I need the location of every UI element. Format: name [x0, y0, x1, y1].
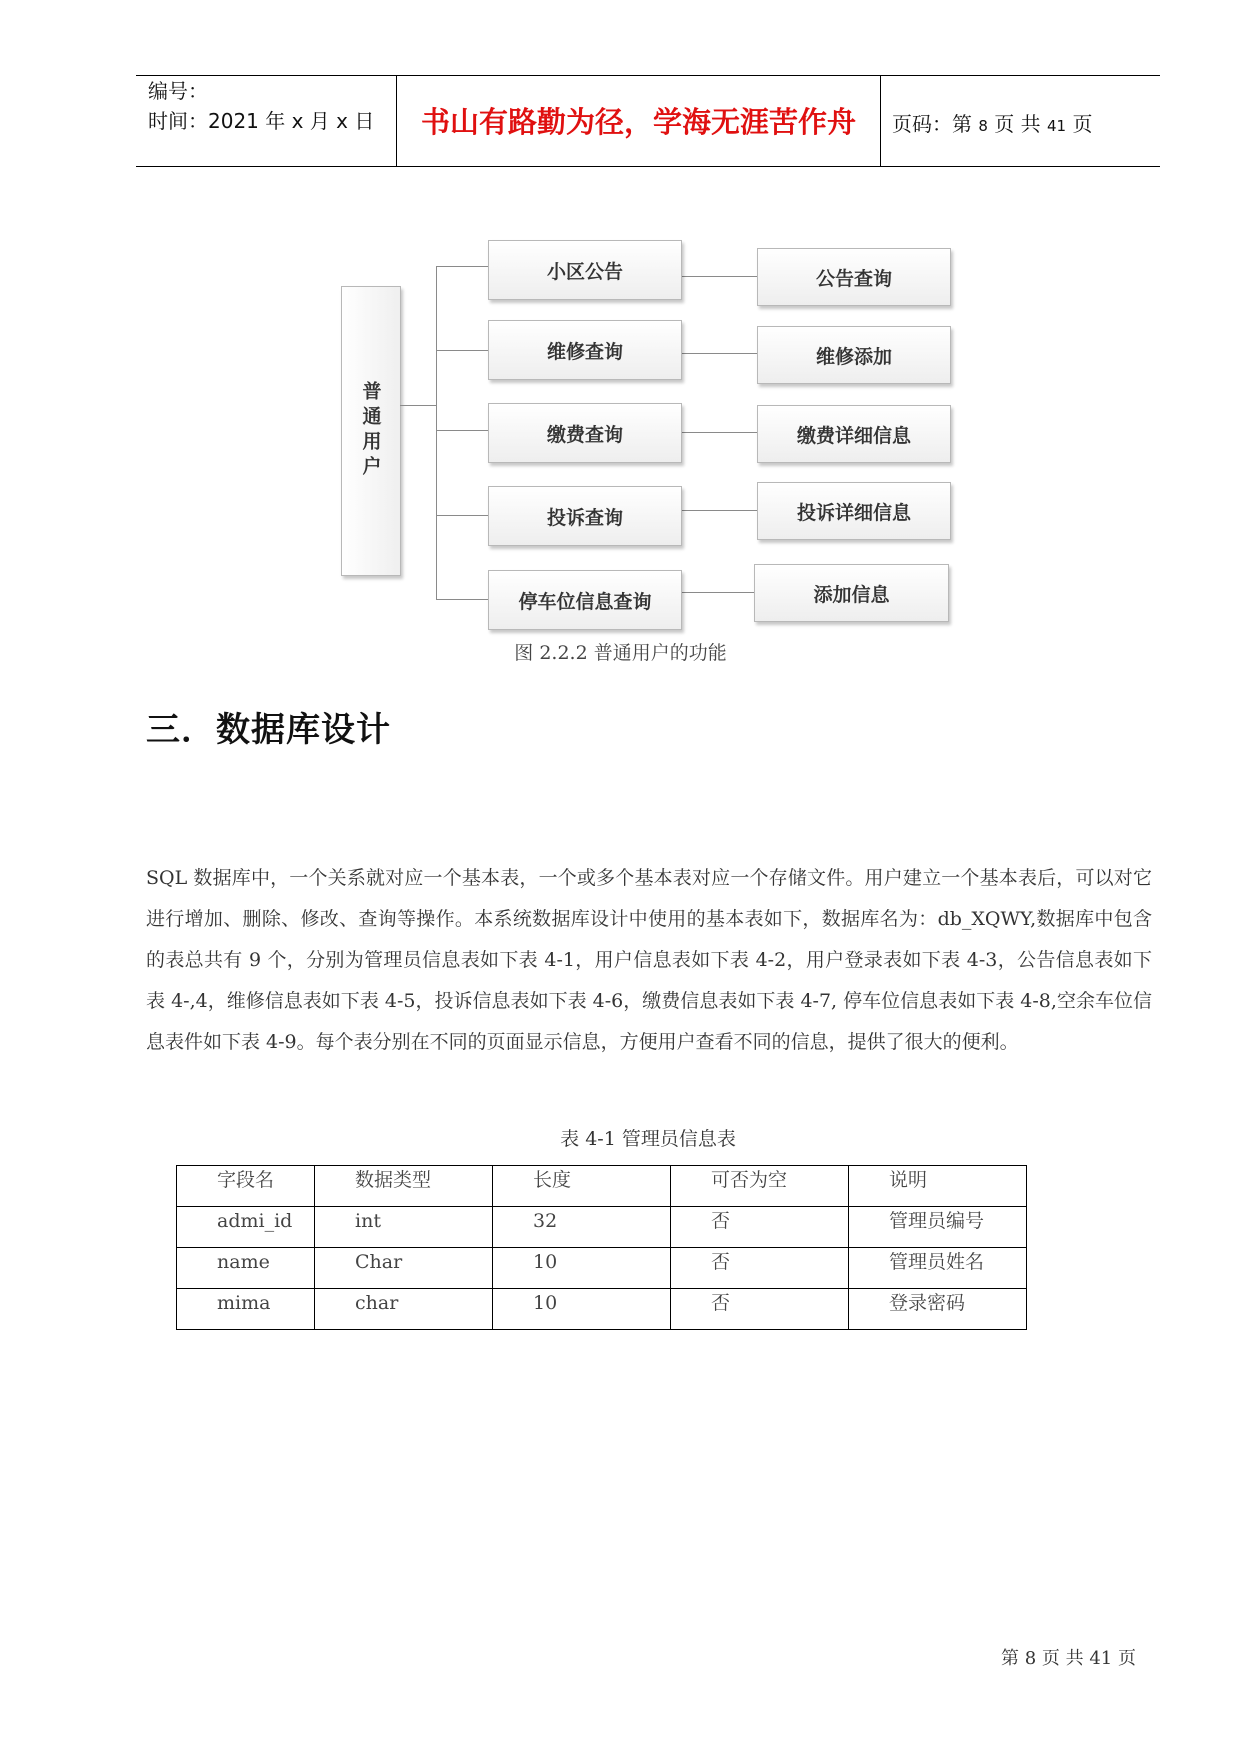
table-header-cell: 数据类型 — [315, 1166, 493, 1207]
connector-right-3 — [680, 432, 757, 433]
table-row — [177, 1207, 1027, 1248]
diagram-node-notice: 小区公告 — [488, 240, 682, 300]
table-cell: char — [315, 1289, 493, 1330]
figure-caption: 图 2.2.2 普通用户的功能 — [514, 642, 727, 664]
table-caption: 表 4-1 管理员信息表 — [560, 1128, 736, 1150]
table-cell: name — [177, 1248, 315, 1289]
connector-branch-1 — [436, 266, 488, 267]
table-header-cell: 长度 — [493, 1166, 671, 1207]
table-cell: 管理员姓名 — [849, 1248, 1027, 1289]
diagram-node-payment-query: 缴费查询 — [488, 403, 682, 463]
header-time-label: 时间：2021 年 x 月 x 日 — [148, 109, 375, 133]
table-header-cell: 字段名 — [177, 1166, 315, 1207]
header-number-label: 编号： — [148, 79, 208, 103]
connector-right-4 — [680, 510, 757, 511]
diagram-node-complaint-detail: 投诉详细信息 — [757, 482, 951, 540]
body-paragraph: SQL 数据库中，一个关系就对应一个基本表，一个或多个基本表对应一个存储文件。用户建立一个基本表后，可以对它进行增加、删除、修改、查询等操作。本系统数据库设计中使用的基本表如下，数据库名为：db_XQWY,数据库中包含的表总共有 9 个，分别为管理员信息表如下表 4-1，用户信息表如下表 4-2，用户登录表如下表 4-3，公告信息表如下表 4-,4，维修信息表如下表 4-5，投诉信息表如下表 4-6，缴费信息表如下表 4-7, 停车位信息表如下表 4-8,空余车位信息表件如下表 4-9。每个表分别在不同的页面显示信息，方便用户查看不同的信息，提供了很大的便利。 — [146, 867, 1152, 1053]
diagram-node-add-info: 添加信息 — [754, 564, 949, 622]
header-motto: 书山有路勤为径，学海无涯苦作舟 — [420, 105, 856, 139]
diagram-node-notice-search: 公告查询 — [757, 248, 951, 306]
connector-right-1 — [680, 276, 757, 277]
header-page-suffix: 页 — [1072, 112, 1093, 136]
table-cell: int — [315, 1207, 493, 1248]
function-diagram — [0, 0, 1241, 680]
diagram-node-repair-query: 维修查询 — [488, 320, 682, 380]
table-cell: admi_id — [177, 1207, 315, 1248]
table-cell: 否 — [671, 1289, 849, 1330]
table-cell: Char — [315, 1248, 493, 1289]
table-cell: 32 — [493, 1207, 671, 1248]
header-page-current: 8 — [978, 117, 988, 135]
table-cell: 10 — [493, 1248, 671, 1289]
table-cell: mima — [177, 1289, 315, 1330]
diagram-node-payment-detail: 缴费详细信息 — [757, 405, 951, 463]
connector-root — [400, 405, 436, 406]
table-header-cell: 可否为空 — [671, 1166, 849, 1207]
page-footer: 第 8 页 共 41 页 — [1001, 1648, 1136, 1669]
table-cell: 登录密码 — [849, 1289, 1027, 1330]
connector-branch-5 — [436, 599, 488, 600]
table-cell: 否 — [671, 1248, 849, 1289]
table-cell: 管理员编号 — [849, 1207, 1027, 1248]
connector-right-5 — [680, 592, 754, 593]
section-title: 三．数据库设计 — [146, 710, 391, 750]
header-page-mid: 页 共 — [994, 112, 1041, 136]
table-header-cell: 说明 — [849, 1166, 1027, 1207]
connector-branch-3 — [436, 430, 488, 431]
connector-branch-4 — [436, 515, 488, 516]
header-page-total: 41 — [1046, 117, 1067, 135]
header-page-prefix: 页码：第 — [892, 112, 972, 136]
table-cell: 10 — [493, 1289, 671, 1330]
table-cell: 否 — [671, 1207, 849, 1248]
table-row — [177, 1248, 1027, 1289]
table-row — [177, 1289, 1027, 1330]
connector-right-2 — [680, 353, 757, 354]
admin-info-table — [176, 1165, 1027, 1330]
diagram-node-parking-query: 停车位信息查询 — [488, 570, 682, 630]
diagram-root-node — [341, 286, 401, 576]
connector-branch-2 — [436, 350, 488, 351]
diagram-root-label: 普通用户 — [359, 381, 382, 481]
diagram-node-repair-add: 维修添加 — [757, 326, 951, 384]
diagram-node-complaint-query: 投诉查询 — [488, 486, 682, 546]
table-header-row — [177, 1166, 1027, 1207]
connector-trunk — [436, 266, 437, 599]
